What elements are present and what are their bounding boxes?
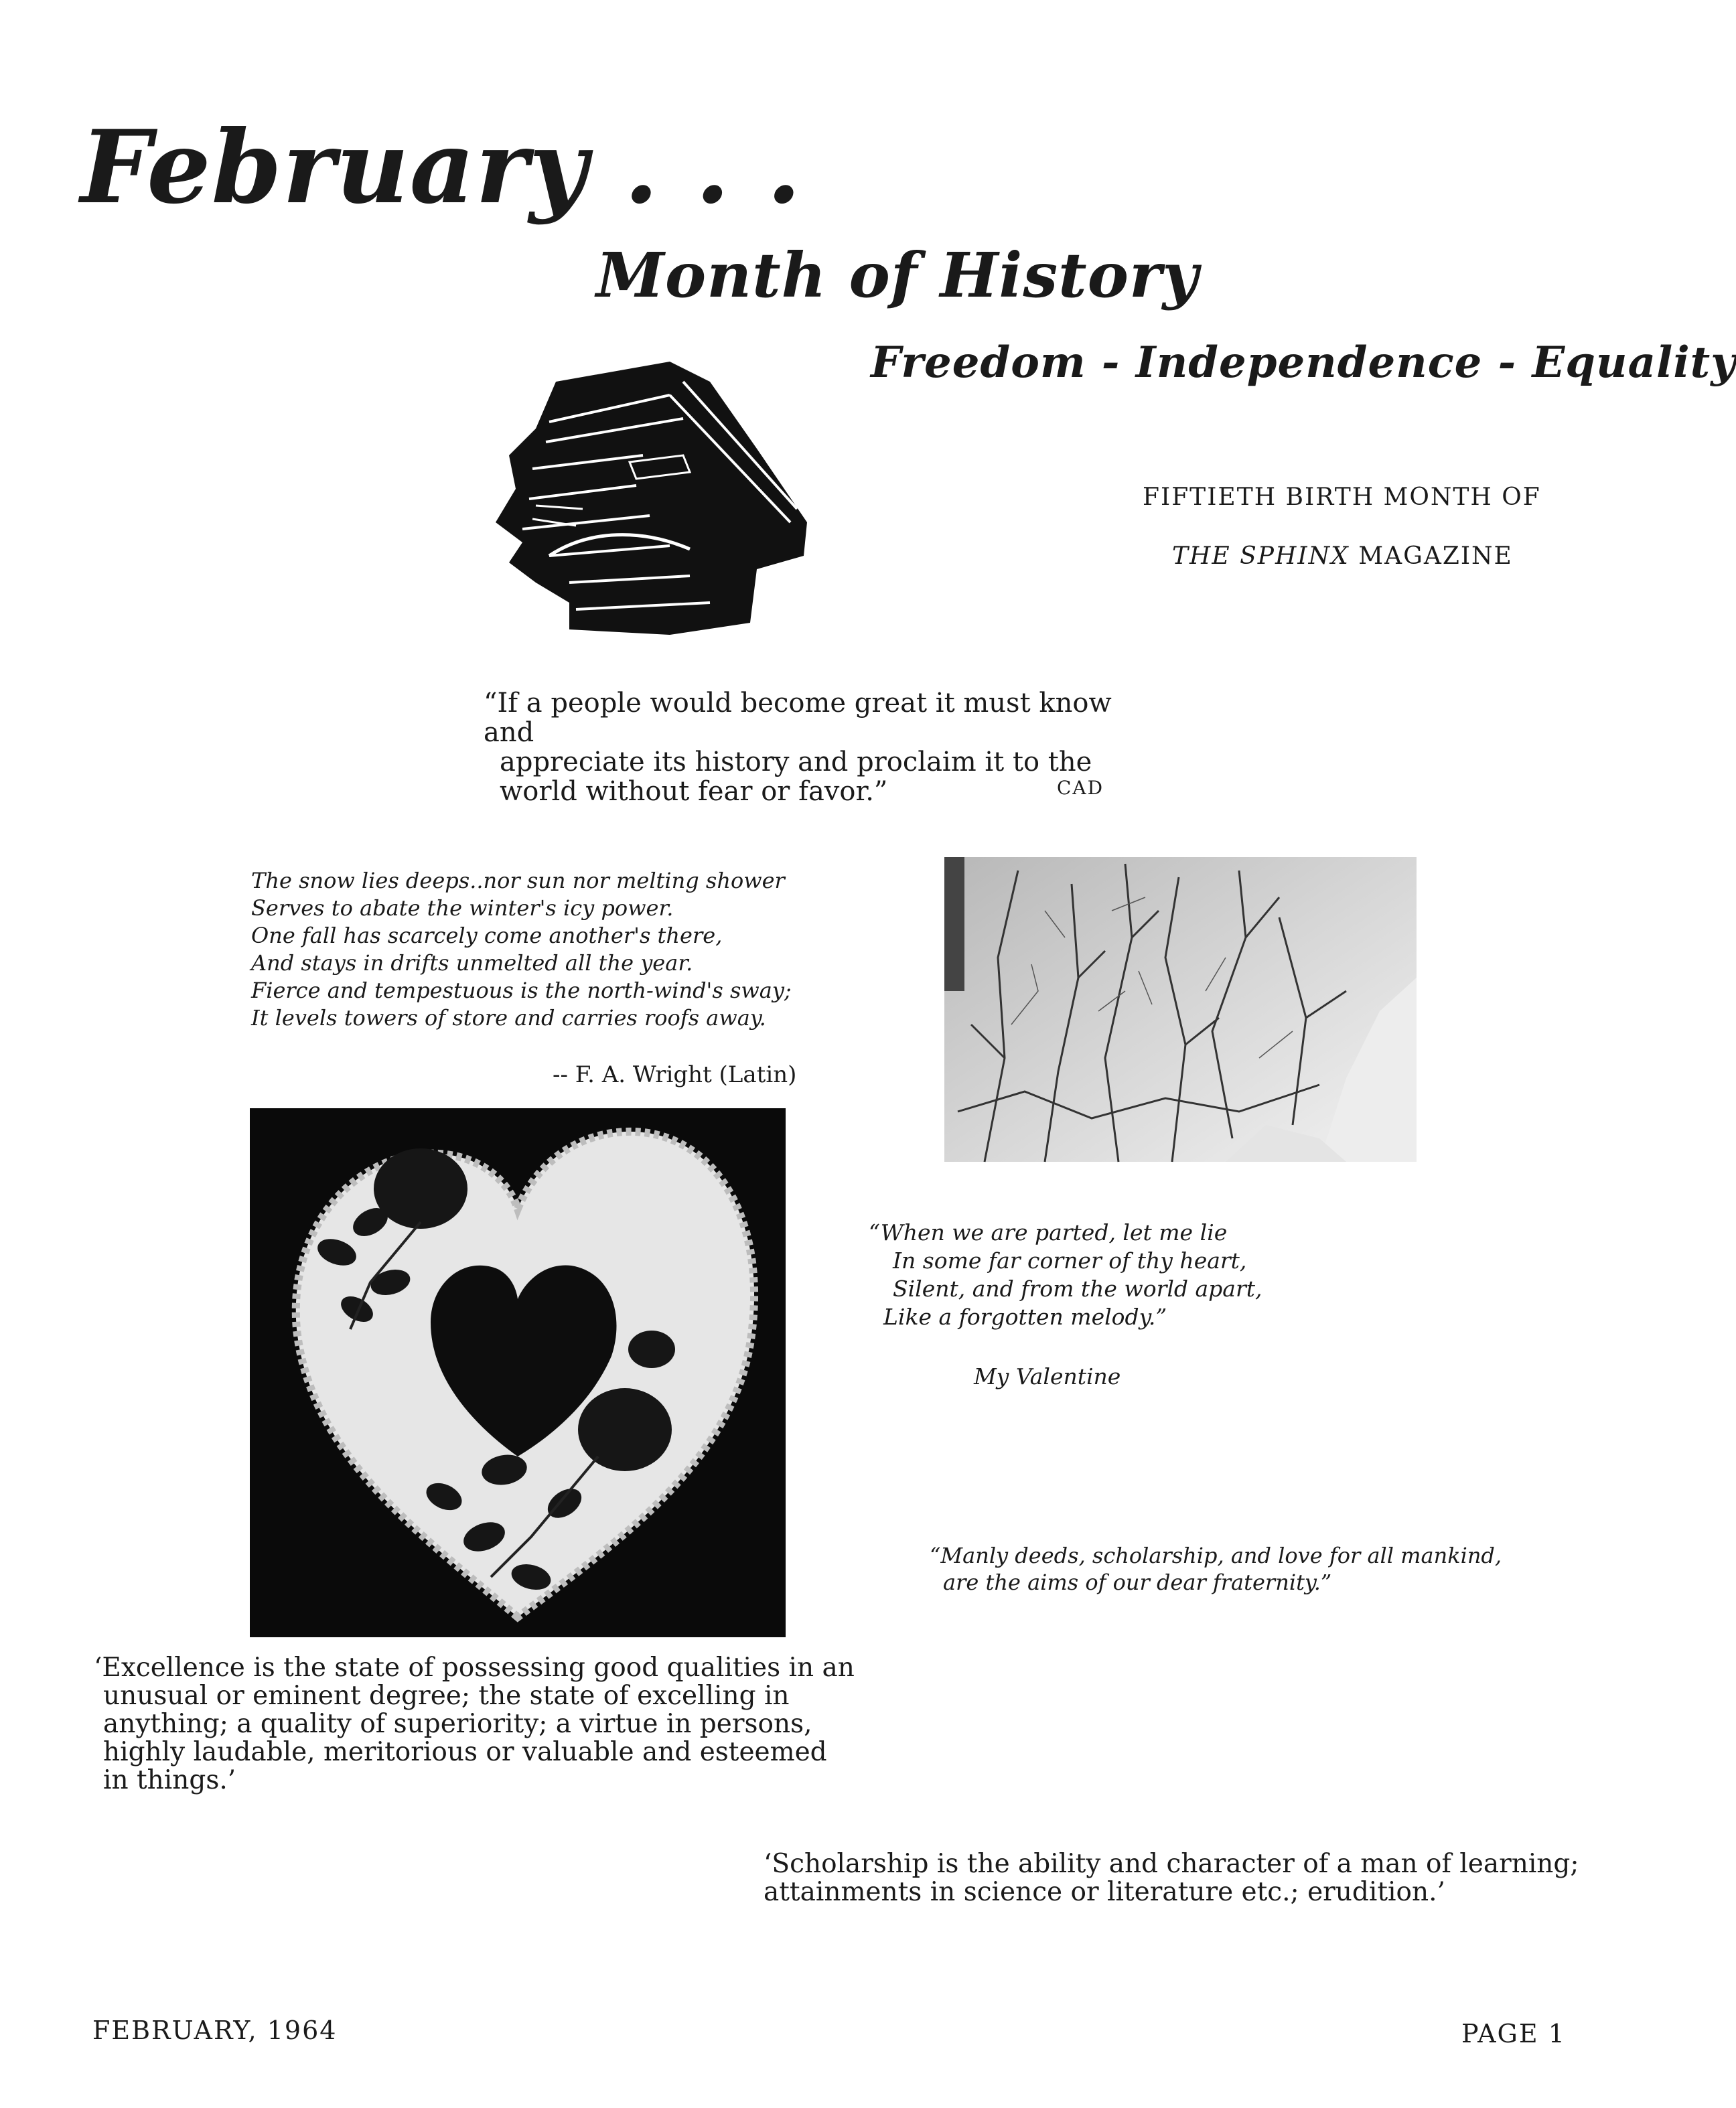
scholarship-definition <box>764 1850 1581 1906</box>
tagline: Freedom - Independence - Equality <box>871 337 1736 388</box>
snow-photo <box>944 857 1417 1162</box>
definition-line: attainments in science or literature etc.; erudition.’ <box>764 1877 1445 1907</box>
quote-line: world without fear or favor.” <box>500 776 888 807</box>
motto-line: “Manly deeds, scholarship, and love for all mankind, <box>930 1543 1502 1568</box>
definition-line: anything; a quality of superiority; a virtue in persons, <box>103 1709 812 1739</box>
valentine-attribution: My Valentine <box>974 1363 1121 1389</box>
page-title: February . . . <box>80 108 802 226</box>
poem-line: Serves to abate the winter's icy power. <box>251 895 674 921</box>
motto-line: are the aims of our dear fraternity.” <box>943 1570 1332 1595</box>
definition-line: highly laudable, meritorious or valuable and esteemed <box>103 1737 827 1767</box>
definition-line: ‘Excellence is the state of possessing good qualities in an <box>94 1653 855 1683</box>
verse-line: Silent, and from the world apart, <box>893 1276 1262 1302</box>
masthead-line1: FIFTIETH BIRTH MONTH OF <box>1143 483 1541 511</box>
poem-line: It levels towers of store and carries roofs away. <box>251 1005 766 1031</box>
poem-line: One fall has scarcely come another's there, <box>251 923 723 948</box>
masthead-line2 <box>1172 542 1513 570</box>
magazine-name: THE SPHINX <box>1172 542 1350 570</box>
magazine-suffix: MAGAZINE <box>1349 542 1513 570</box>
fraternity-motto <box>930 1542 1502 1596</box>
valentine-verse <box>869 1219 1262 1331</box>
poem-attribution: -- F. A. Wright (Latin) <box>553 1061 797 1088</box>
page-subtitle: Month of History <box>596 239 1199 311</box>
valentine-heart-photo <box>250 1108 786 1637</box>
quote-attribution: CAD <box>1057 777 1104 799</box>
winter-poem <box>251 867 792 1032</box>
poem-line: The snow lies deeps..nor sun nor melting shower <box>251 868 785 893</box>
poem-line: And stays in drifts unmelted all the year. <box>251 950 693 976</box>
excellence-definition <box>94 1654 864 1795</box>
sphinx-head-illustration <box>469 355 817 643</box>
definition-line: in things.’ <box>103 1765 236 1795</box>
poem-line: Fierce and tempestuous is the north-wind's sway; <box>251 978 792 1003</box>
verse-line: In some far corner of thy heart, <box>893 1248 1247 1274</box>
definition-line: unusual or eminent degree; the state of excelling in <box>103 1681 790 1711</box>
quote-line: “If a people would become great it must know and <box>484 688 1112 748</box>
footer-date: FEBRUARY, 1964 <box>92 2016 338 2045</box>
quote-line: appreciate its history and proclaim it to the <box>500 747 1092 777</box>
verse-line: Like a forgotten melody.” <box>883 1304 1167 1330</box>
page-number: PAGE 1 <box>1461 2019 1566 2048</box>
verse-line: “When we are parted, let me lie <box>869 1219 1228 1246</box>
definition-line: ‘Scholarship is the ability and character of a man of learning; <box>764 1849 1579 1879</box>
